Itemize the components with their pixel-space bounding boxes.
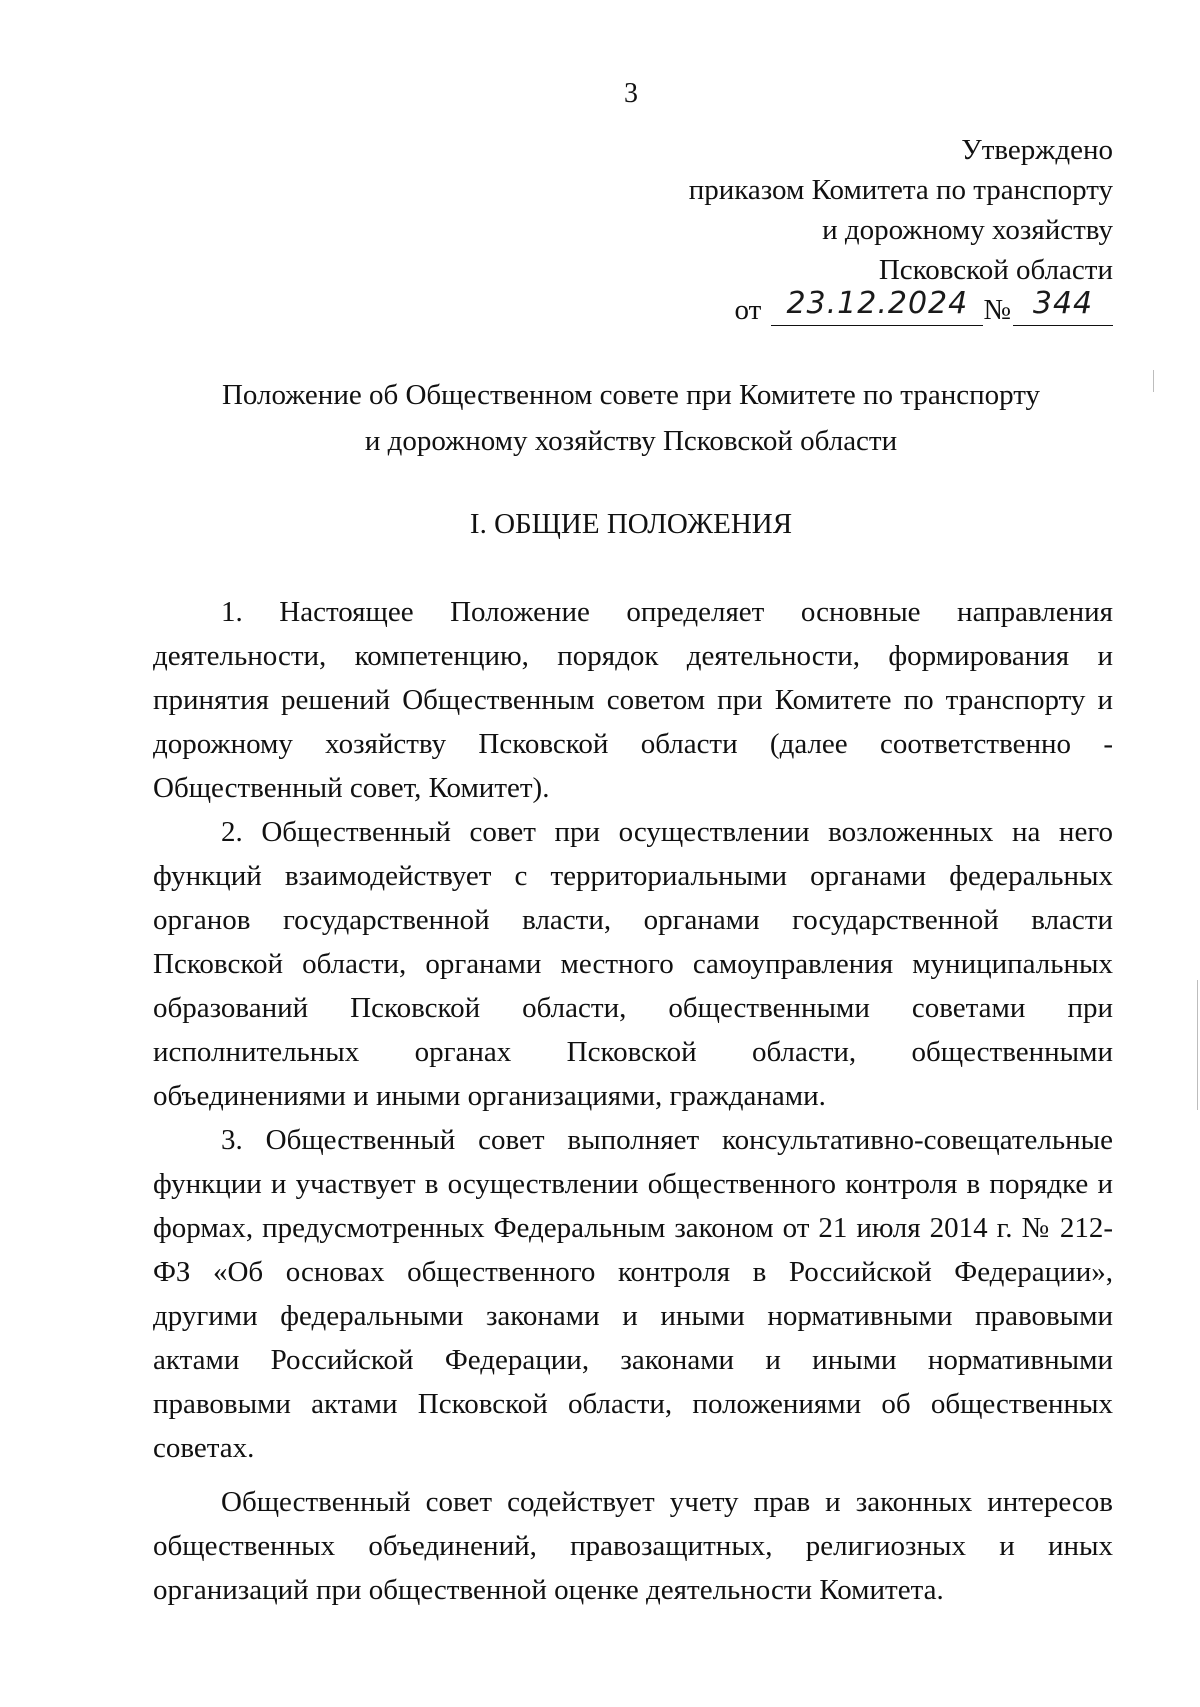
approval-line-region: Псковской области: [878, 254, 1113, 286]
approval-date-line: [689, 286, 1113, 330]
approval-line-order: приказом Комитета по транспорту: [688, 174, 1113, 206]
number-blank: [1013, 286, 1113, 326]
scan-edge-mark: [1153, 370, 1154, 392]
paragraph-3: 3. Общественный совет выполняет консультативно-совещательные функции и участвует в осуществлении общественного контроля в порядке и формах, предусмотренных Федеральным законом от 21 июля 2014 г. № 212-ФЗ «Об основах общественного контроля в Российской Федерации», другими федеральными законами и иными нормативными правовыми актами Российской Федерации, законами и иными нормативными правовыми актами Псковской области, положениями об общественных советах.: [153, 1124, 1113, 1464]
paragraph-4: Общественный совет содействует учету прав и законных интересов общественных объединений, правозащитных, религиозных и иных организаций при общественной оценке деятельности Комитета.: [153, 1486, 1113, 1606]
document-title: [0, 372, 1200, 464]
handwritten-date: 23.12.2024: [786, 286, 969, 321]
approval-line-committee: и дорожному хозяйству: [822, 214, 1113, 246]
document-title-line-1: Положение об Общественном совете при Комитете по транспорту: [221, 379, 1041, 411]
document-title-line-2: и дорожному хозяйству Псковской области: [364, 425, 898, 457]
date-prefix: от: [734, 294, 762, 326]
handwritten-number: 344: [1032, 286, 1094, 321]
page-number: 3: [624, 78, 638, 109]
scan-edge-mark: [1197, 980, 1198, 1110]
approval-line-approved: Утверждено: [961, 134, 1113, 166]
approval-block: [689, 130, 1113, 330]
paragraph-2: 2. Общественный совет при осуществлении возложенных на него функций взаимодействует с территориальными органами федеральных органов государственной власти, органами государственной власти Псковской области, органами местного самоуправления муниципальных образований Псковской области, общественными советами при исполнительных органах Псковской области, общественными объединениями и иными организациями, гражданами.: [153, 816, 1113, 1112]
section-heading: I. ОБЩИЕ ПОЛОЖЕНИЯ: [469, 508, 793, 540]
date-blank: [771, 286, 983, 326]
paragraph-1: 1. Настоящее Положение определяет основные направления деятельности, компетенцию, порядок деятельности, формирования и принятия решений Общественным советом при Комитете по транспорту и дорожному хозяйству Псковской области (далее соответственно - Общественный совет, Комитет).: [153, 596, 1113, 804]
number-sign: №: [983, 294, 1011, 326]
document-body: [153, 590, 1113, 1612]
